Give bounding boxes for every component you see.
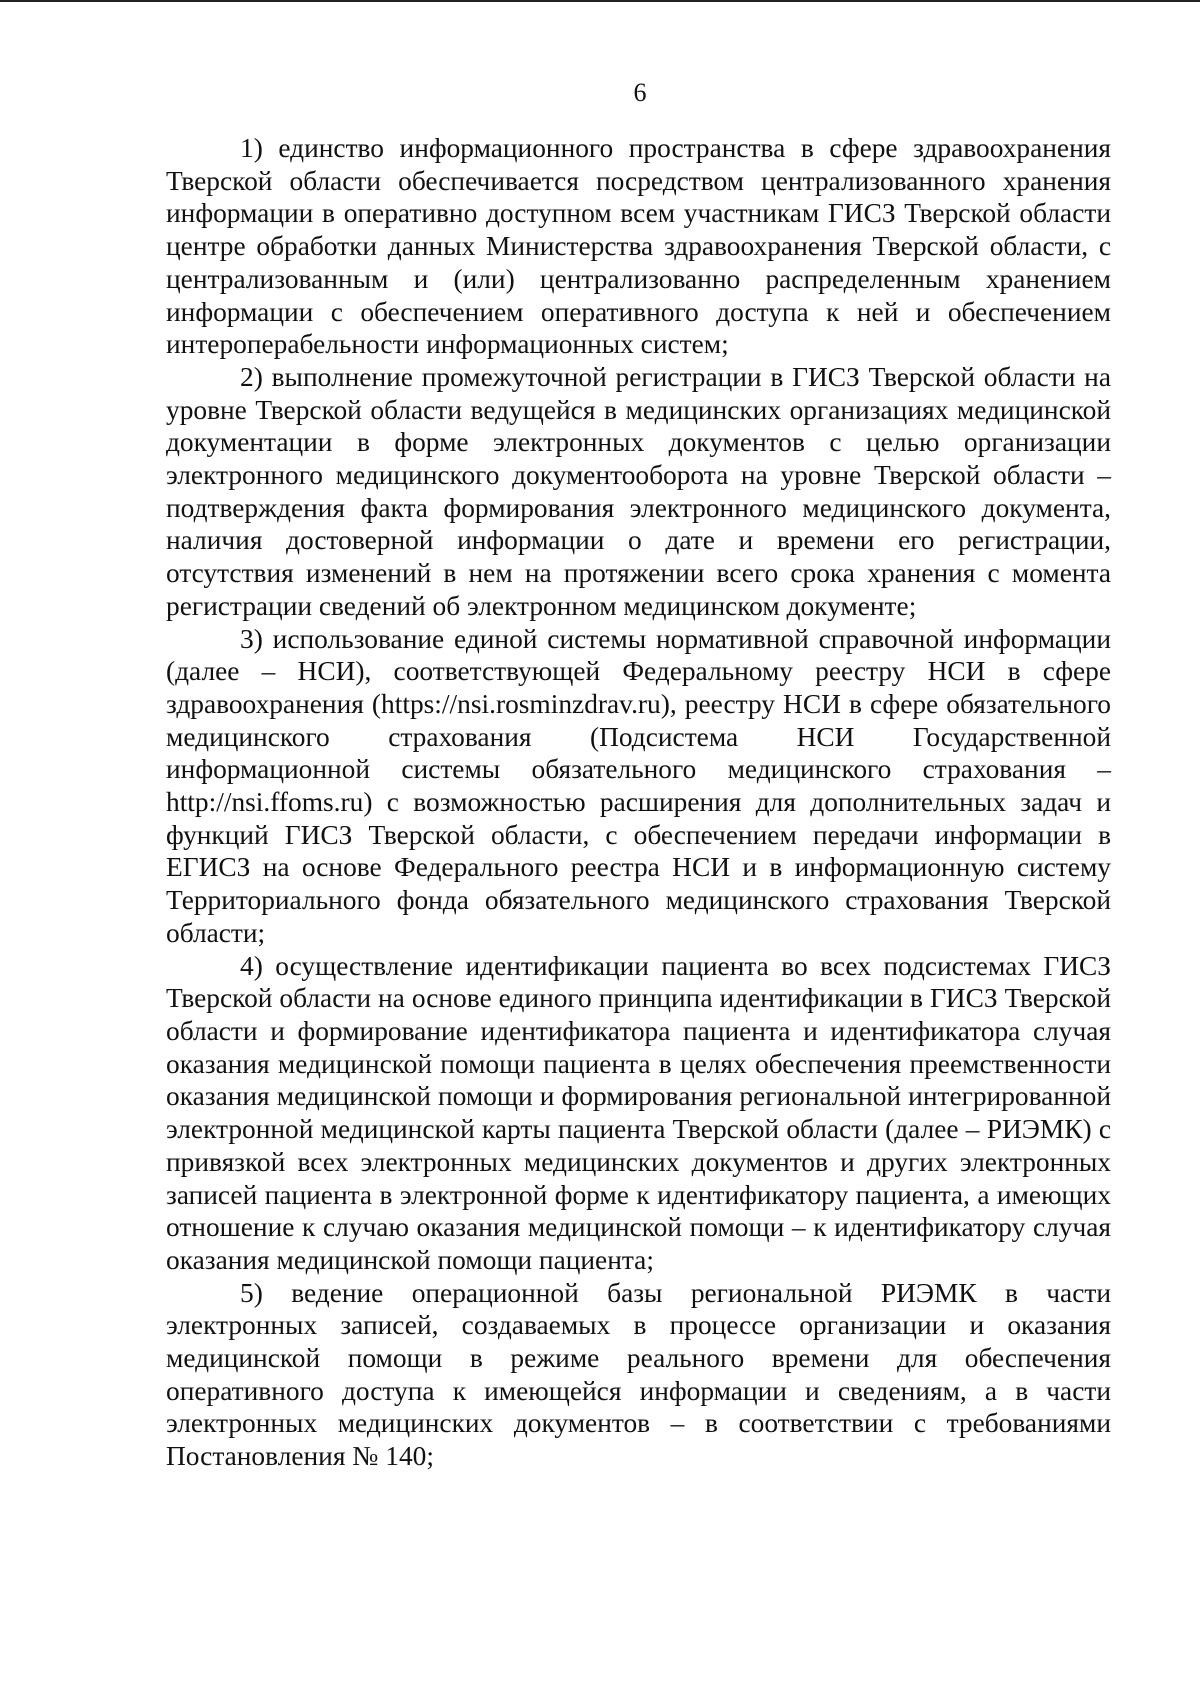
paragraph-1: 1) единство информационного пространства в сфере здравоохранения Тверской области обеспечивается посредством централизованного хранения информации в оперативно доступном всем участникам ГИСЗ Тверской области центре обработки данных Министерства здравоохранения Тверской области, с централизованным и (или) централизованно распределенным хранением информации с обеспечением оперативного доступа к ней и обеспечением интероперабельности информационных систем; — [166, 133, 1111, 360]
document-body — [166, 132, 1111, 1473]
scan-top-edge — [0, 0, 1200, 2]
page-number: 6 — [633, 78, 647, 107]
paragraph-5: 5) ведение операционной базы региональной РИЭМК в части электронных записей, создаваемых в процессе организации и оказания медицинской помощи в режиме реального времени для обеспечения оперативного доступа к имеющейся информации и сведениям, а в части электронных медицинских документов – в соответствии с требованиями Постановления № 140; — [166, 1277, 1111, 1472]
paragraph-3: 3) использование единой системы нормативной справочной информации (далее – НСИ), соответствующей Федеральному реестру НСИ в сфере здравоохранения (https://nsi.rosminzdrav.ru), реестру НСИ в сфере обязательного медицинского страхования (Подсистема НСИ Государственной информационной системы обязательного медицинского страхования – http://nsi.ffoms.ru) с возможностью расширения для дополнительных задач и функций ГИСЗ Тверской области, с обеспечением передачи информации в ЕГИСЗ на основе Федерального реестра НСИ и в информационную систему Территориального фонда обязательного медицинского страхования Тверской области; — [166, 623, 1111, 948]
paragraph-4: 4) осуществление идентификации пациента во всех подсистемах ГИСЗ Тверской области на основе единого принципа идентификации в ГИСЗ Тверской области и формирование идентификатора пациента и идентификатора случая оказания медицинской помощи пациента в целях обеспечения преемственности оказания медицинской помощи и формирования региональной интегрированной электронной медицинской карты пациента Тверской области (далее – РИЭМК) с привязкой всех электронных медицинских документов и других электронных записей пациента в электронной форме к идентификатору пациента, а имеющих отношение к случаю оказания медицинской помощи – к идентификатору случая оказания медицинской помощи пациента; — [166, 950, 1111, 1275]
paragraph-2: 2) выполнение промежуточной регистрации в ГИСЗ Тверской области на уровне Тверской области ведущейся в медицинских организациях медицинской документации в форме электронных документов с целью организации электронного медицинского документооборота на уровне Тверской области – подтверждения факта формирования электронного медицинского документа, наличия достоверной информации о дате и времени его регистрации, отсутствия изменений в нем на протяжении всего срока хранения с момента регистрации сведений об электронном медицинском документе; — [166, 361, 1111, 621]
